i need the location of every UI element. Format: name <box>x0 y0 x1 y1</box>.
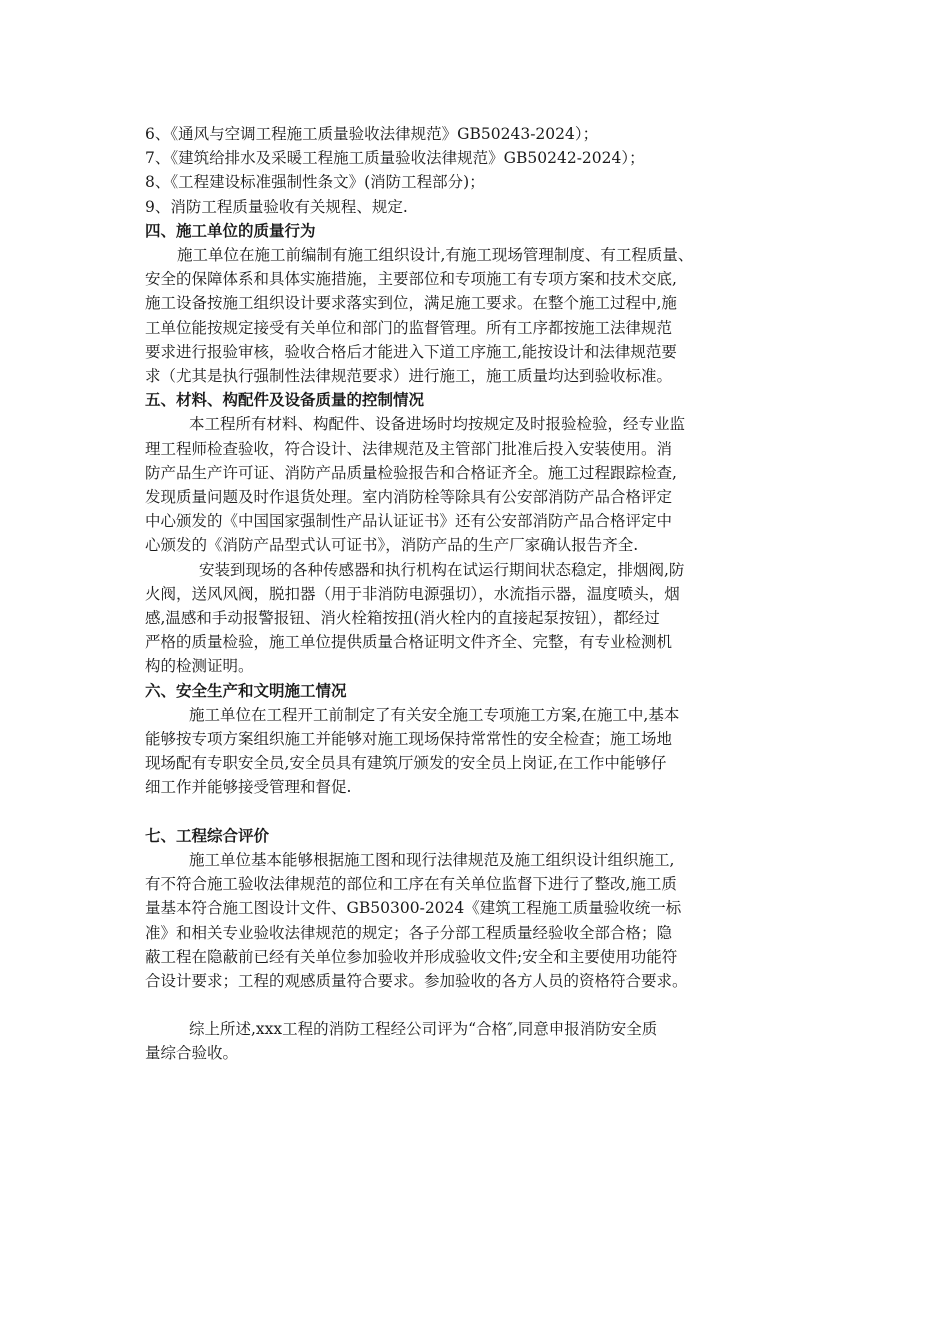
paragraph-line: 防产品生产许可证、消防产品质量检验报告和合格证齐全。施工过程跟踪检查, <box>145 463 677 482</box>
paragraph-line: 感,温感和手动报警报钮、消火栓箱按扭(消火栓内的直接起泵按钮），都经过 <box>145 609 660 628</box>
paragraph-line: 能够按专项方案组织施工并能够对施工现场保持常常性的安全检查；施工场地 <box>145 730 673 749</box>
section-body-overall-evaluation <box>145 848 825 993</box>
document-page <box>145 122 825 1066</box>
paragraph-line: 理工程师检查验收，符合设计、法律规范及主管部门批准后投入安装使用。消 <box>145 439 673 458</box>
paragraph-line: 细工作并能够接受管理和督促. <box>145 778 352 797</box>
paragraph-line: 安装到现场的各种传感器和执行机构在试运行期间状态稳定，排烟阀,防 <box>199 560 685 579</box>
paragraph-line: 构的检测证明。 <box>145 657 254 676</box>
section-body-materials-control <box>145 412 825 678</box>
paragraph-line: 准》和相关专业验收法律规范的规定；各子分部工程质量经验收全部合格；隐 <box>145 923 673 942</box>
paragraph-line: 施工单位在施工前编制有施工组织设计,有施工现场管理制度、有工程质量、 <box>177 246 694 265</box>
paragraph-line: 量综合验收。 <box>145 1044 239 1063</box>
paragraph-line: 施工设备按施工组织设计要求落实到位，满足施工要求。在整个施工过程中,施 <box>145 294 677 313</box>
paragraph-line: 要求进行报验审核，验收合格后才能进入下道工序施工,能按设计和法律规范要 <box>145 342 677 361</box>
reference-item: 6、《通风与空调工程施工质量验收法律规范》GB50243-2024）； <box>145 125 599 143</box>
section-heading-construction-quality: 四、施工单位的质量行为 <box>145 220 316 240</box>
section-body-safety-production <box>145 703 825 800</box>
paragraph-line: 施工单位在工程开工前制定了有关安全施工专项施工方案,在施工中,基本 <box>189 705 680 724</box>
section-heading-materials-control: 五、材料、构配件及设备质量的控制情况 <box>145 390 425 410</box>
spacer <box>145 993 825 1017</box>
paragraph-line: 现场配有专职安全员,安全员具有建筑厅颁发的安全员上岗证,在工作中能够仔 <box>145 754 667 773</box>
paragraph-line: 发现质量问题及时作退货处理。室内消防栓等除具有公安部消防产品合格评定 <box>145 488 673 507</box>
paragraph-line: 本工程所有材料、构配件、设备进场时均按规定及时报验检验，经专业监 <box>189 415 686 434</box>
paragraph-line: 火阀，送风风阀，脱扣器（用于非消防电源强切），水流指示器，温度喷头，烟 <box>145 584 680 603</box>
section-body-construction-quality <box>145 243 825 388</box>
paragraph-line: 心颁发的《消防产品型式认可证书》，消防产品的生产厂家确认报告齐全. <box>145 536 639 555</box>
paragraph-line: 施工单位基本能够根据施工图和现行法律规范及施工组织设计组织施工, <box>189 850 675 869</box>
paragraph-line: 中心颁发的《中国国家强制性产品认证证书》还有公安部消防产品合格评定中 <box>145 512 673 531</box>
spacer <box>145 800 825 824</box>
reference-list <box>145 122 825 219</box>
paragraph-line: 工单位能按规定接受有关单位和部门的监督管理。所有工序都按施工法律规范 <box>145 318 673 337</box>
section-heading-safety-production: 六、安全生产和文明施工情况 <box>145 680 347 700</box>
paragraph-line: 量基本符合施工图设计文件、GB50300-2024《建筑工程施工质量验收统一标 <box>145 899 682 918</box>
paragraph-line: 合设计要求；工程的观感质量符合要求。参加验收的各方人员的资格符合要求。 <box>145 971 688 990</box>
paragraph-line: 严格的质量检验，施工单位提供质量合格证明文件齐全、完整，有专业检测机 <box>145 633 673 652</box>
paragraph-line: 蔽工程在隐蔽前已经有关单位参加验收并形成验收文件;安全和主要使用功能符 <box>145 947 678 966</box>
conclusion-paragraph <box>145 1017 825 1065</box>
paragraph-line: 安全的保障体系和具体实施措施，主要部位和专项施工有专项方案和技术交底, <box>145 270 677 289</box>
reference-item: 7、《建筑给排水及采暖工程施工质量验收法律规范》GB50242-2024）； <box>145 149 645 168</box>
reference-item: 8、《工程建设标准强制性条文》(消防工程部分)； <box>145 173 485 192</box>
paragraph-line: 求（尤其是执行强制性法律规范要求）进行施工，施工质量均达到验收标准。 <box>145 367 673 386</box>
paragraph-line: 有不符合施工验收法律规范的部位和工序在有关单位监督下进行了整改,施工质 <box>145 875 677 894</box>
section-heading-overall-evaluation: 七、工程综合评价 <box>145 825 270 845</box>
reference-item: 9、消防工程质量验收有关规程、规定. <box>145 197 408 216</box>
paragraph-line: 综上所述,xxx工程的消防工程经公司评为“合格″,同意申报消防安全质 <box>189 1020 658 1039</box>
